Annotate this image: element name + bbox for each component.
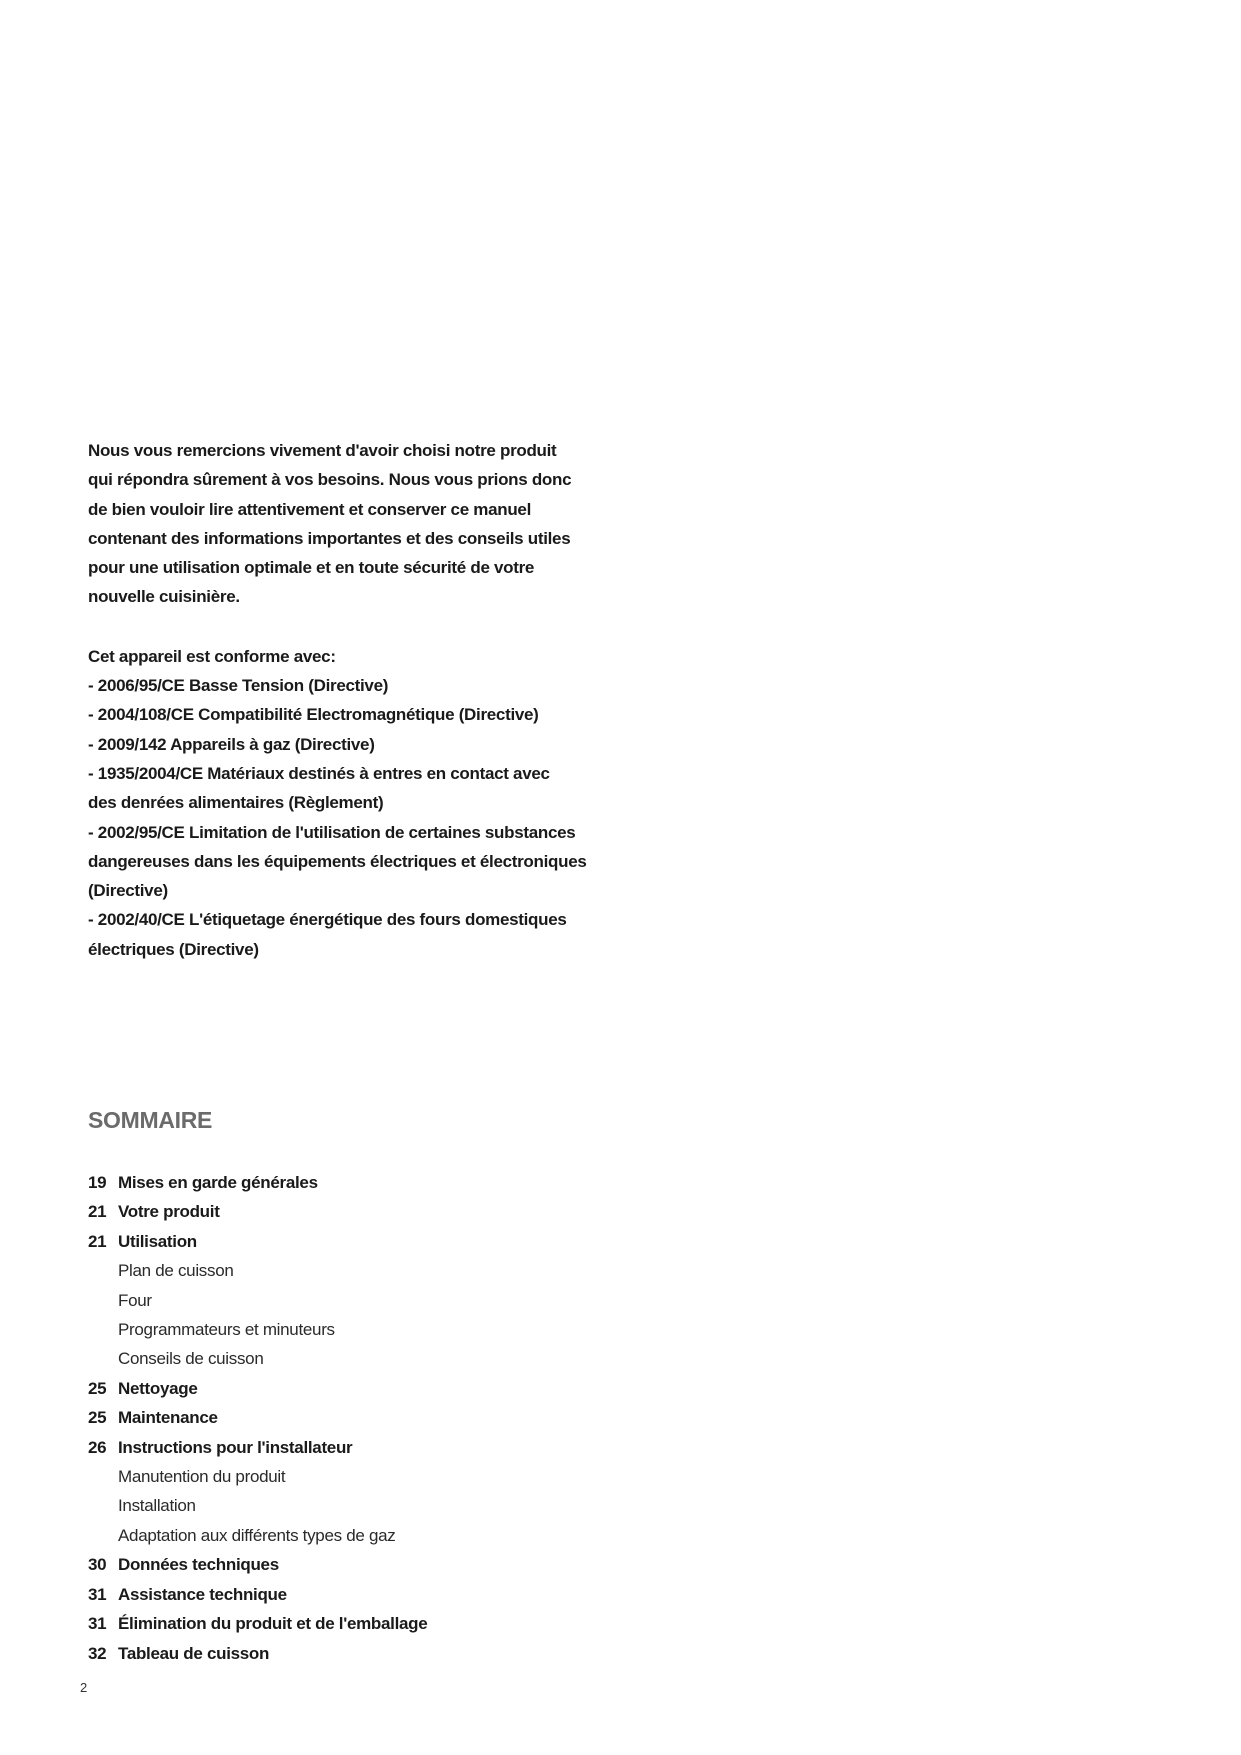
toc-page-number <box>88 1462 118 1491</box>
toc-page-number <box>88 1286 118 1315</box>
toc-page-number: 30 <box>88 1555 107 1575</box>
paragraph-line: contenant des informations importantes et des conseils utiles <box>88 528 571 548</box>
toc-entry[interactable] <box>88 1227 427 1256</box>
toc-subentry[interactable] <box>88 1256 427 1285</box>
toc-subentry[interactable] <box>88 1315 427 1344</box>
toc-entry[interactable] <box>88 1639 427 1668</box>
toc-page-number: 31 <box>88 1614 107 1634</box>
toc-subentry-label: Programmateurs et minuteurs <box>118 1320 335 1340</box>
conformity-line: - 2004/108/CE Compatibilité Electromagnétique (Directive) <box>88 705 539 725</box>
paragraph-line: qui répondra sûrement à vos besoins. Nous vous prions donc <box>88 470 572 490</box>
conformity-line: électriques (Directive) <box>88 939 259 959</box>
toc-entry[interactable] <box>88 1197 427 1226</box>
intro-section <box>88 436 608 964</box>
toc-entry-label: Mises en garde générales <box>118 1173 318 1192</box>
toc-page-number: 25 <box>88 1408 107 1428</box>
toc-entry-label: Tableau de cuisson <box>118 1643 270 1663</box>
toc-entry[interactable] <box>88 1550 427 1579</box>
toc-entry-label: Élimination du produit et de l'emballage <box>118 1614 428 1634</box>
toc-page-number: 25 <box>88 1378 107 1398</box>
toc-subentry[interactable] <box>88 1521 427 1550</box>
conformity-line: - 2006/95/CE Basse Tension (Directive) <box>88 676 389 696</box>
paragraph-line: nouvelle cuisinière. <box>88 587 240 607</box>
conformity-line: (Directive) <box>88 881 168 901</box>
toc-page-number <box>88 1491 118 1520</box>
conformity-line: - 2009/142 Appareils à gaz (Directive) <box>88 734 375 754</box>
toc-entry-label: Nettoyage <box>118 1378 198 1398</box>
toc-entry-label: Utilisation <box>118 1231 197 1251</box>
toc-subentry-label: Plan de cuisson <box>118 1261 234 1281</box>
toc-entry-label: Maintenance <box>118 1408 218 1428</box>
toc-page-number: 19 <box>88 1173 107 1192</box>
toc-subentry[interactable] <box>88 1286 427 1315</box>
toc-page-number <box>88 1256 118 1285</box>
paragraph-line: pour une utilisation optimale et en toute sécurité de votre <box>88 558 535 578</box>
conformity-line: des denrées alimentaires (Règlement) <box>88 793 384 813</box>
paragraph-spacer <box>88 612 608 642</box>
toc-page-number: 21 <box>88 1231 107 1251</box>
toc-page-number: 26 <box>88 1437 107 1457</box>
toc-page-number <box>88 1344 118 1373</box>
toc-entry[interactable] <box>88 1580 427 1609</box>
toc-entry[interactable] <box>88 1168 427 1197</box>
toc-subentry[interactable] <box>88 1491 427 1520</box>
toc-entry[interactable] <box>88 1403 427 1432</box>
conformity-line: - 2002/95/CE Limitation de l'utilisation de certaines substances <box>88 822 576 842</box>
toc-entry-label: Assistance technique <box>118 1584 287 1604</box>
toc-page-number <box>88 1521 118 1550</box>
toc-subentry-label: Installation <box>118 1496 196 1516</box>
toc-subentry-label: Four <box>118 1290 152 1310</box>
toc-entry-label: Votre produit <box>118 1202 220 1222</box>
paragraph-line: Nous vous remercions vivement d'avoir choisi notre produit <box>88 441 557 460</box>
conformity-line: - 2002/40/CE L'étiquetage énergétique des fours domestiques <box>88 910 567 930</box>
toc-title: SOMMAIRE <box>88 1107 213 1133</box>
table-of-contents <box>88 1168 427 1668</box>
toc-entry-label: Instructions pour l'installateur <box>118 1437 353 1457</box>
conformity-line: - 1935/2004/CE Matériaux destinés à entres en contact avec <box>88 763 550 783</box>
toc-entry[interactable] <box>88 1374 427 1403</box>
toc-subentry[interactable] <box>88 1344 427 1373</box>
paragraph-line: de bien vouloir lire attentivement et conserver ce manuel <box>88 499 531 519</box>
page-number: 2 <box>80 1680 88 1695</box>
conformity-line: dangereuses dans les équipements électriques et électroniques <box>88 851 587 871</box>
toc-subentry-label: Conseils de cuisson <box>118 1349 264 1369</box>
conformity-line: Cet appareil est conforme avec: <box>88 646 336 666</box>
toc-subentry[interactable] <box>88 1462 427 1491</box>
toc-entry[interactable] <box>88 1609 427 1638</box>
toc-page-number: 21 <box>88 1202 107 1222</box>
toc-entry-label: Données techniques <box>118 1555 279 1575</box>
conformity-paragraph <box>88 642 608 964</box>
thank-you-paragraph <box>88 436 608 612</box>
toc-page-number: 31 <box>88 1584 107 1604</box>
toc-subentry-label: Manutention du produit <box>118 1467 286 1487</box>
toc-page-number <box>88 1315 118 1344</box>
toc-page-number: 32 <box>88 1643 107 1663</box>
toc-subentry-label: Adaptation aux différents types de gaz <box>118 1525 396 1545</box>
toc-entry[interactable] <box>88 1433 427 1462</box>
